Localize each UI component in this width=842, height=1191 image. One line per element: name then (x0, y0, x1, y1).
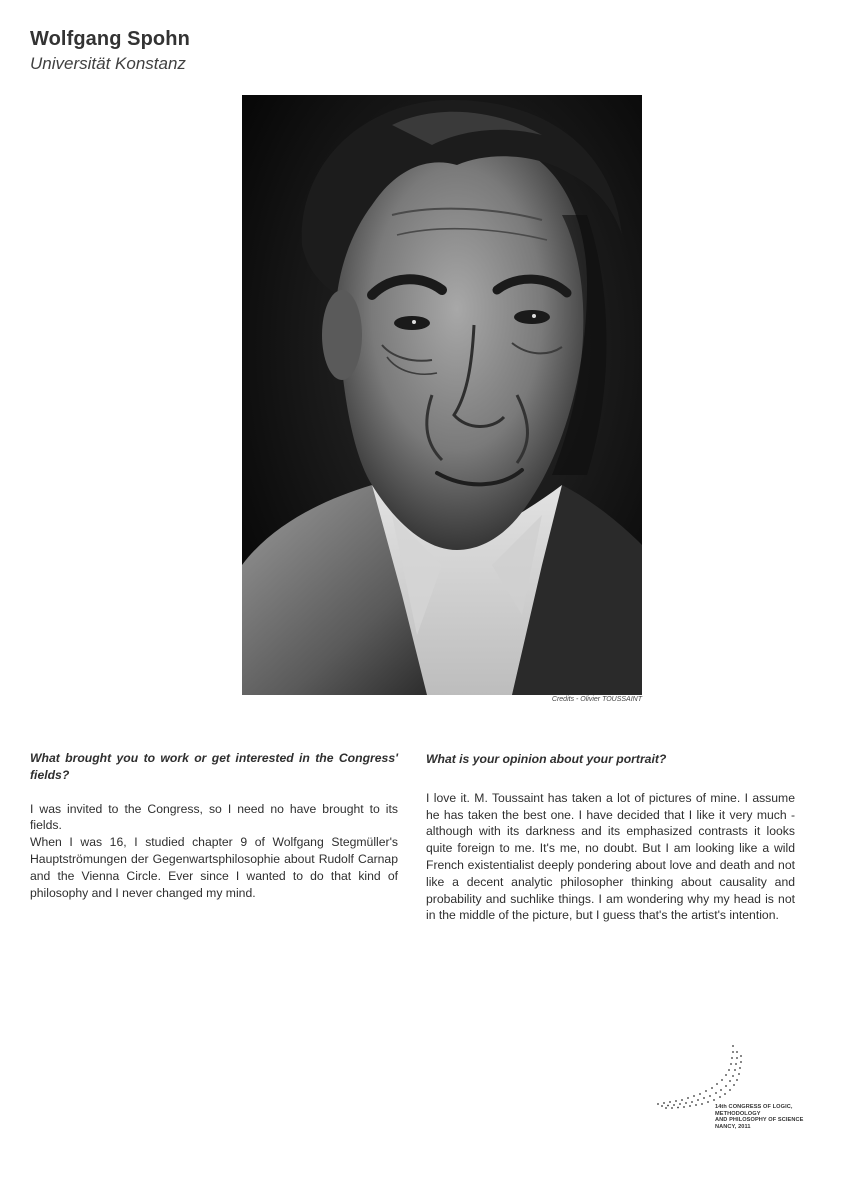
question-right: What is your opinion about your portrait? (426, 752, 667, 766)
page-header (30, 26, 190, 76)
person-name: Wolfgang Spohn (30, 28, 190, 50)
answer-paragraph: I was invited to the Congress, so I need no have brought to its fields. (30, 801, 398, 833)
answer-left (30, 801, 398, 902)
congress-logo (650, 1040, 810, 1140)
answer-paragraph: When I was 16, I studied chapter 9 of Wolfgang Stegmüller's Hauptströmungen der Gegenwartsphilosophie about Rudolf Carnap and the Vienna Circle. Ever since I wanted to do that kind of philosophy and I never changed my mind. (30, 835, 398, 900)
answer-paragraph: I love it. M. Toussaint has taken a lot of pictures of mine. I assume he has taken the best one. I have decided that I like it very much - although with its darkness and its emphasized contrasts it looks quite foreign to me. It's me, no doubt. But I am looking like a wild French existentialist deeply pondering about love and death and not like a decent analytic philosopher thinking about causality and probability and suchlike things. I am wondering why my head is not in the middle of the picture, but I guess that's the artist's intention. (426, 790, 795, 923)
logo-line: METHODOLOGY (715, 1110, 761, 1117)
question-left: What brought you to work or get interested in the Congress' fields? (30, 751, 398, 782)
congress-logo-graphic (650, 1040, 760, 1110)
right-column (426, 750, 795, 924)
person-affiliation: Universität Konstanz (30, 54, 186, 73)
logo-line: 14th CONGRESS OF LOGIC, (715, 1104, 793, 1110)
logo-line: AND PHILOSOPHY OF SCIENCE (715, 1117, 804, 1124)
photo-credit: Credits - Olivier TOUSSAINT (551, 696, 642, 703)
logo-line: NANCY, 2011 (715, 1123, 751, 1130)
left-column (30, 750, 398, 901)
congress-logo-text (715, 1104, 804, 1130)
portrait-photo (242, 95, 642, 695)
answer-right (426, 790, 795, 924)
portrait-illustration (242, 95, 642, 695)
